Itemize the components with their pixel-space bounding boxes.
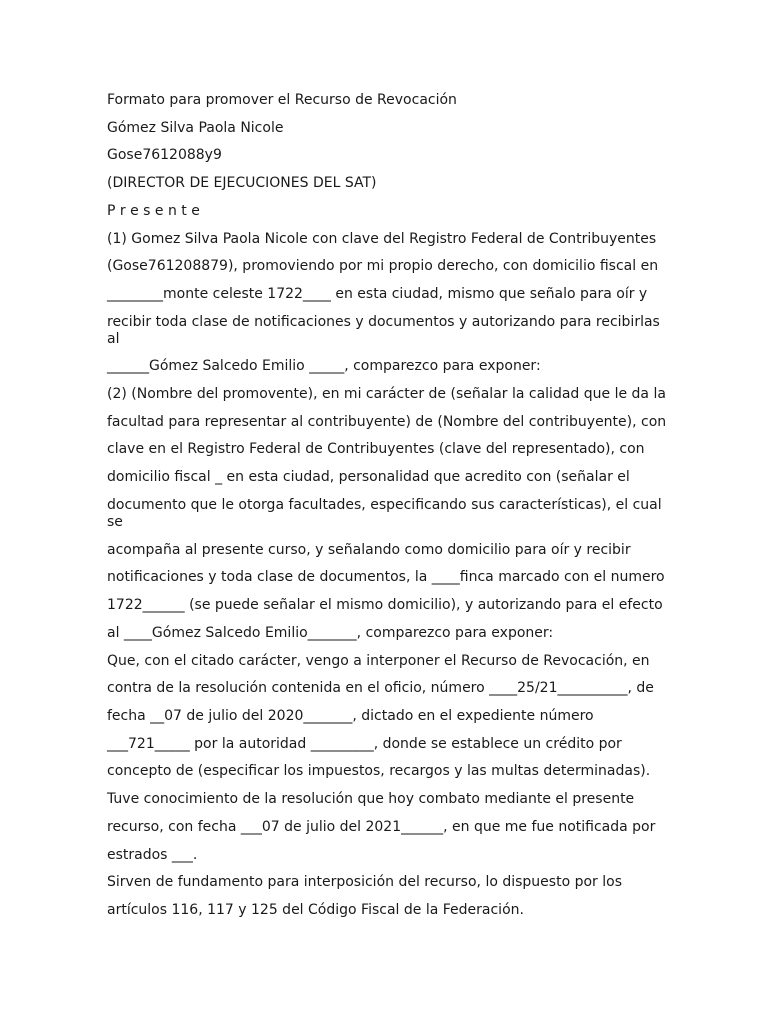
- paragraph-1-line: (Gose761208879), promoviendo por mi propio derecho, con domicilio fiscal en: [107, 258, 659, 274]
- paragraph-1-line: ________monte celeste 1722____ en esta ciudad, mismo que señalo para oír y: [107, 286, 648, 302]
- paragraph-2-line: facultad para representar al contribuyente) de (Nombre del contribuyente), con: [107, 414, 667, 430]
- paragraph-1-line: ______Gómez Salcedo Emilio _____, comparezco para exponer:: [107, 358, 541, 374]
- paragraph-2-line: (2) (Nombre del promovente), en mi carácter de (señalar la calidad que le da la: [107, 386, 666, 402]
- paragraph-1-line: recibir toda clase de notificaciones y documentos y autorizando para recibirlas: [107, 314, 660, 330]
- paragraph-3-line: Que, con el citado carácter, vengo a interponer el Recurso de Revocación, en: [107, 653, 650, 669]
- paragraph-1-line: al: [107, 331, 120, 347]
- paragraph-5-line: artículos 116, 117 y 125 del Código Fiscal de la Federación.: [107, 902, 524, 918]
- paragraph-3-line: contra de la resolución contenida en el oficio, número ____25/21__________, de: [107, 680, 654, 696]
- paragraph-4-line: Tuve conocimiento de la resolución que hoy combato mediante el presente: [107, 791, 635, 807]
- paragraph-3-line: fecha __07 de julio del 2020_______, dictado en el expediente número: [107, 708, 594, 724]
- paragraph-4-line: recurso, con fecha ___07 de julio del 2021______, en que me fue notificada por: [107, 819, 656, 835]
- presente-line: P r e s e n t e: [107, 203, 200, 219]
- taxpayer-rfc: Gose7612088y9: [107, 147, 222, 163]
- taxpayer-name: Gómez Silva Paola Nicole: [107, 120, 284, 136]
- paragraph-2-line: acompaña al presente curso, y señalando como domicilio para oír y recibir: [107, 542, 631, 558]
- paragraph-2-line: se: [107, 514, 123, 530]
- addressee: (DIRECTOR DE EJECUCIONES DEL SAT): [107, 175, 377, 191]
- paragraph-3-line: concepto de (especificar los impuestos, recargos y las multas determinadas).: [107, 763, 651, 779]
- paragraph-2-line: al ____Gómez Salcedo Emilio_______, comparezco para exponer:: [107, 625, 554, 641]
- paragraph-2-line: documento que le otorga facultades, especificando sus características), el cual: [107, 497, 662, 513]
- paragraph-2-line: notificaciones y toda clase de documentos, la ____finca marcado con el numero: [107, 569, 665, 585]
- document-title: Formato para promover el Recurso de Revocación: [107, 92, 457, 108]
- paragraph-5-line: Sirven de fundamento para interposición del recurso, lo dispuesto por los: [107, 874, 622, 890]
- paragraph-2-line: domicilio fiscal _ en esta ciudad, personalidad que acredito con (señalar el: [107, 469, 630, 485]
- paragraph-2-line: 1722______ (se puede señalar el mismo domicilio), y autorizando para el efecto: [107, 597, 663, 613]
- paragraph-2-line: clave en el Registro Federal de Contribuyentes (clave del representado), con: [107, 441, 645, 457]
- paragraph-4-line: estrados ___.: [107, 847, 198, 863]
- paragraph-1-line: (1) Gomez Silva Paola Nicole con clave del Registro Federal de Contribuyentes: [107, 231, 657, 247]
- paragraph-3-line: ___721_____ por la autoridad _________, donde se establece un crédito por: [107, 736, 622, 752]
